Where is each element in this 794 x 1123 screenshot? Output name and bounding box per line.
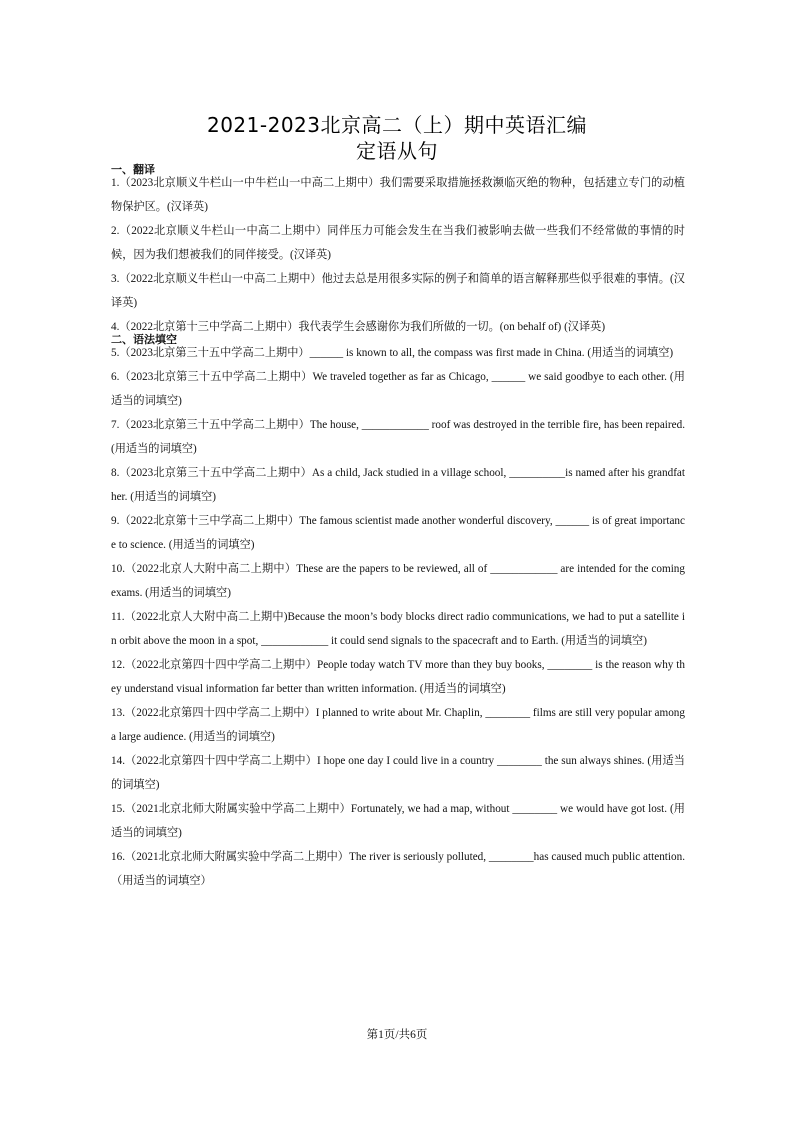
question-item: 6.（2023北京第三十五中学高二上期中）We traveled together as far as Chicago, ______ we said goodbye to each other. (用适当的词填空) (111, 371, 685, 407)
section-heading-grammar-fill: 二、语法填空 (111, 333, 177, 346)
page-title: 2021-2023北京高二（上）期中英语汇编 (206, 113, 587, 137)
question-item: 10.（2022北京人大附中高二上期中）These are the papers to be reviewed, all of ____________ are intended for the coming exams. (用适当的词填空) (111, 563, 685, 599)
question-item: 16.（2021北京北师大附属实验中学高二上期中）The river is seriously polluted, ________has caused much public attention. （用适当的词填空） (111, 851, 685, 887)
question-item: 9.（2022北京第十三中学高二上期中）The famous scientist made another wonderful discovery, ______ is of great importance to science. (用适当的词填空) (111, 515, 685, 551)
question-item: 7.（2023北京第三十五中学高二上期中）The house, ____________ roof was destroyed in the terrible fire, has been repaired. (用适当的词填空) (111, 419, 685, 455)
question-item: 14.（2022北京第四十四中学高二上期中）I hope one day I could live in a country ________ the sun always shines. (用适当的词填空) (111, 755, 685, 791)
question-item: 3.（2022北京顺义牛栏山一中高二上期中）他过去总是用很多实际的例子和简单的语言解释那些似乎很难的事情。(汉译英) (111, 273, 685, 309)
question-item: 2.（2022北京顺义牛栏山一中高二上期中）同伴压力可能会发生在当我们被影响去做一些我们不经常做的事情的时候，因为我们想被我们的同伴接受。(汉译英) (111, 225, 685, 261)
question-item: 15.（2021北京北师大附属实验中学高二上期中）Fortunately, we had a map, without ________ we would have got lost. (用适当的词填空) (111, 803, 685, 839)
question-item: 11.（2022北京人大附中高二上期中)Because the moon’s body blocks direct radio communications, we had to put a satellite in orbit above the moon in a spot, ____________ it could send signals to the spacecraft and to Earth. (用适当的词填空) (111, 611, 685, 647)
question-list (111, 163, 685, 893)
page-number: 第1页/共6页 (366, 1029, 428, 1041)
question-item: 1.（2023北京顺义牛栏山一中牛栏山一中高二上期中）我们需要采取措施拯救濒临灭绝的物种，包括建立专门的动植物保护区。(汉译英) (111, 177, 685, 213)
question-item: 12.（2022北京第四十四中学高二上期中）People today watch TV more than they buy books, ________ is the reason why they understand visual information far better than written information. (用适当的词填空) (111, 659, 685, 695)
section-heading-translation: 一、翻译 (111, 163, 155, 176)
question-item: 13.（2022北京第四十四中学高二上期中）I planned to write about Mr. Chaplin, ________ films are still very popular among a large audience. (用适当的词填空) (111, 707, 685, 743)
page-subtitle: 定语从句 (356, 139, 438, 163)
question-item: 4.（2022北京第十三中学高二上期中）我代表学生会感谢你为我们所做的一切。(on behalf of) (汉译英) (111, 321, 606, 333)
question-item: 8.（2023北京第三十五中学高二上期中）As a child, Jack studied in a village school, __________is named after his grandfather. (用适当的词填空) (111, 467, 685, 503)
question-item: 5.（2023北京第三十五中学高二上期中）______ is known to all, the compass was first made in China. (用适当的词填空) (111, 347, 674, 359)
